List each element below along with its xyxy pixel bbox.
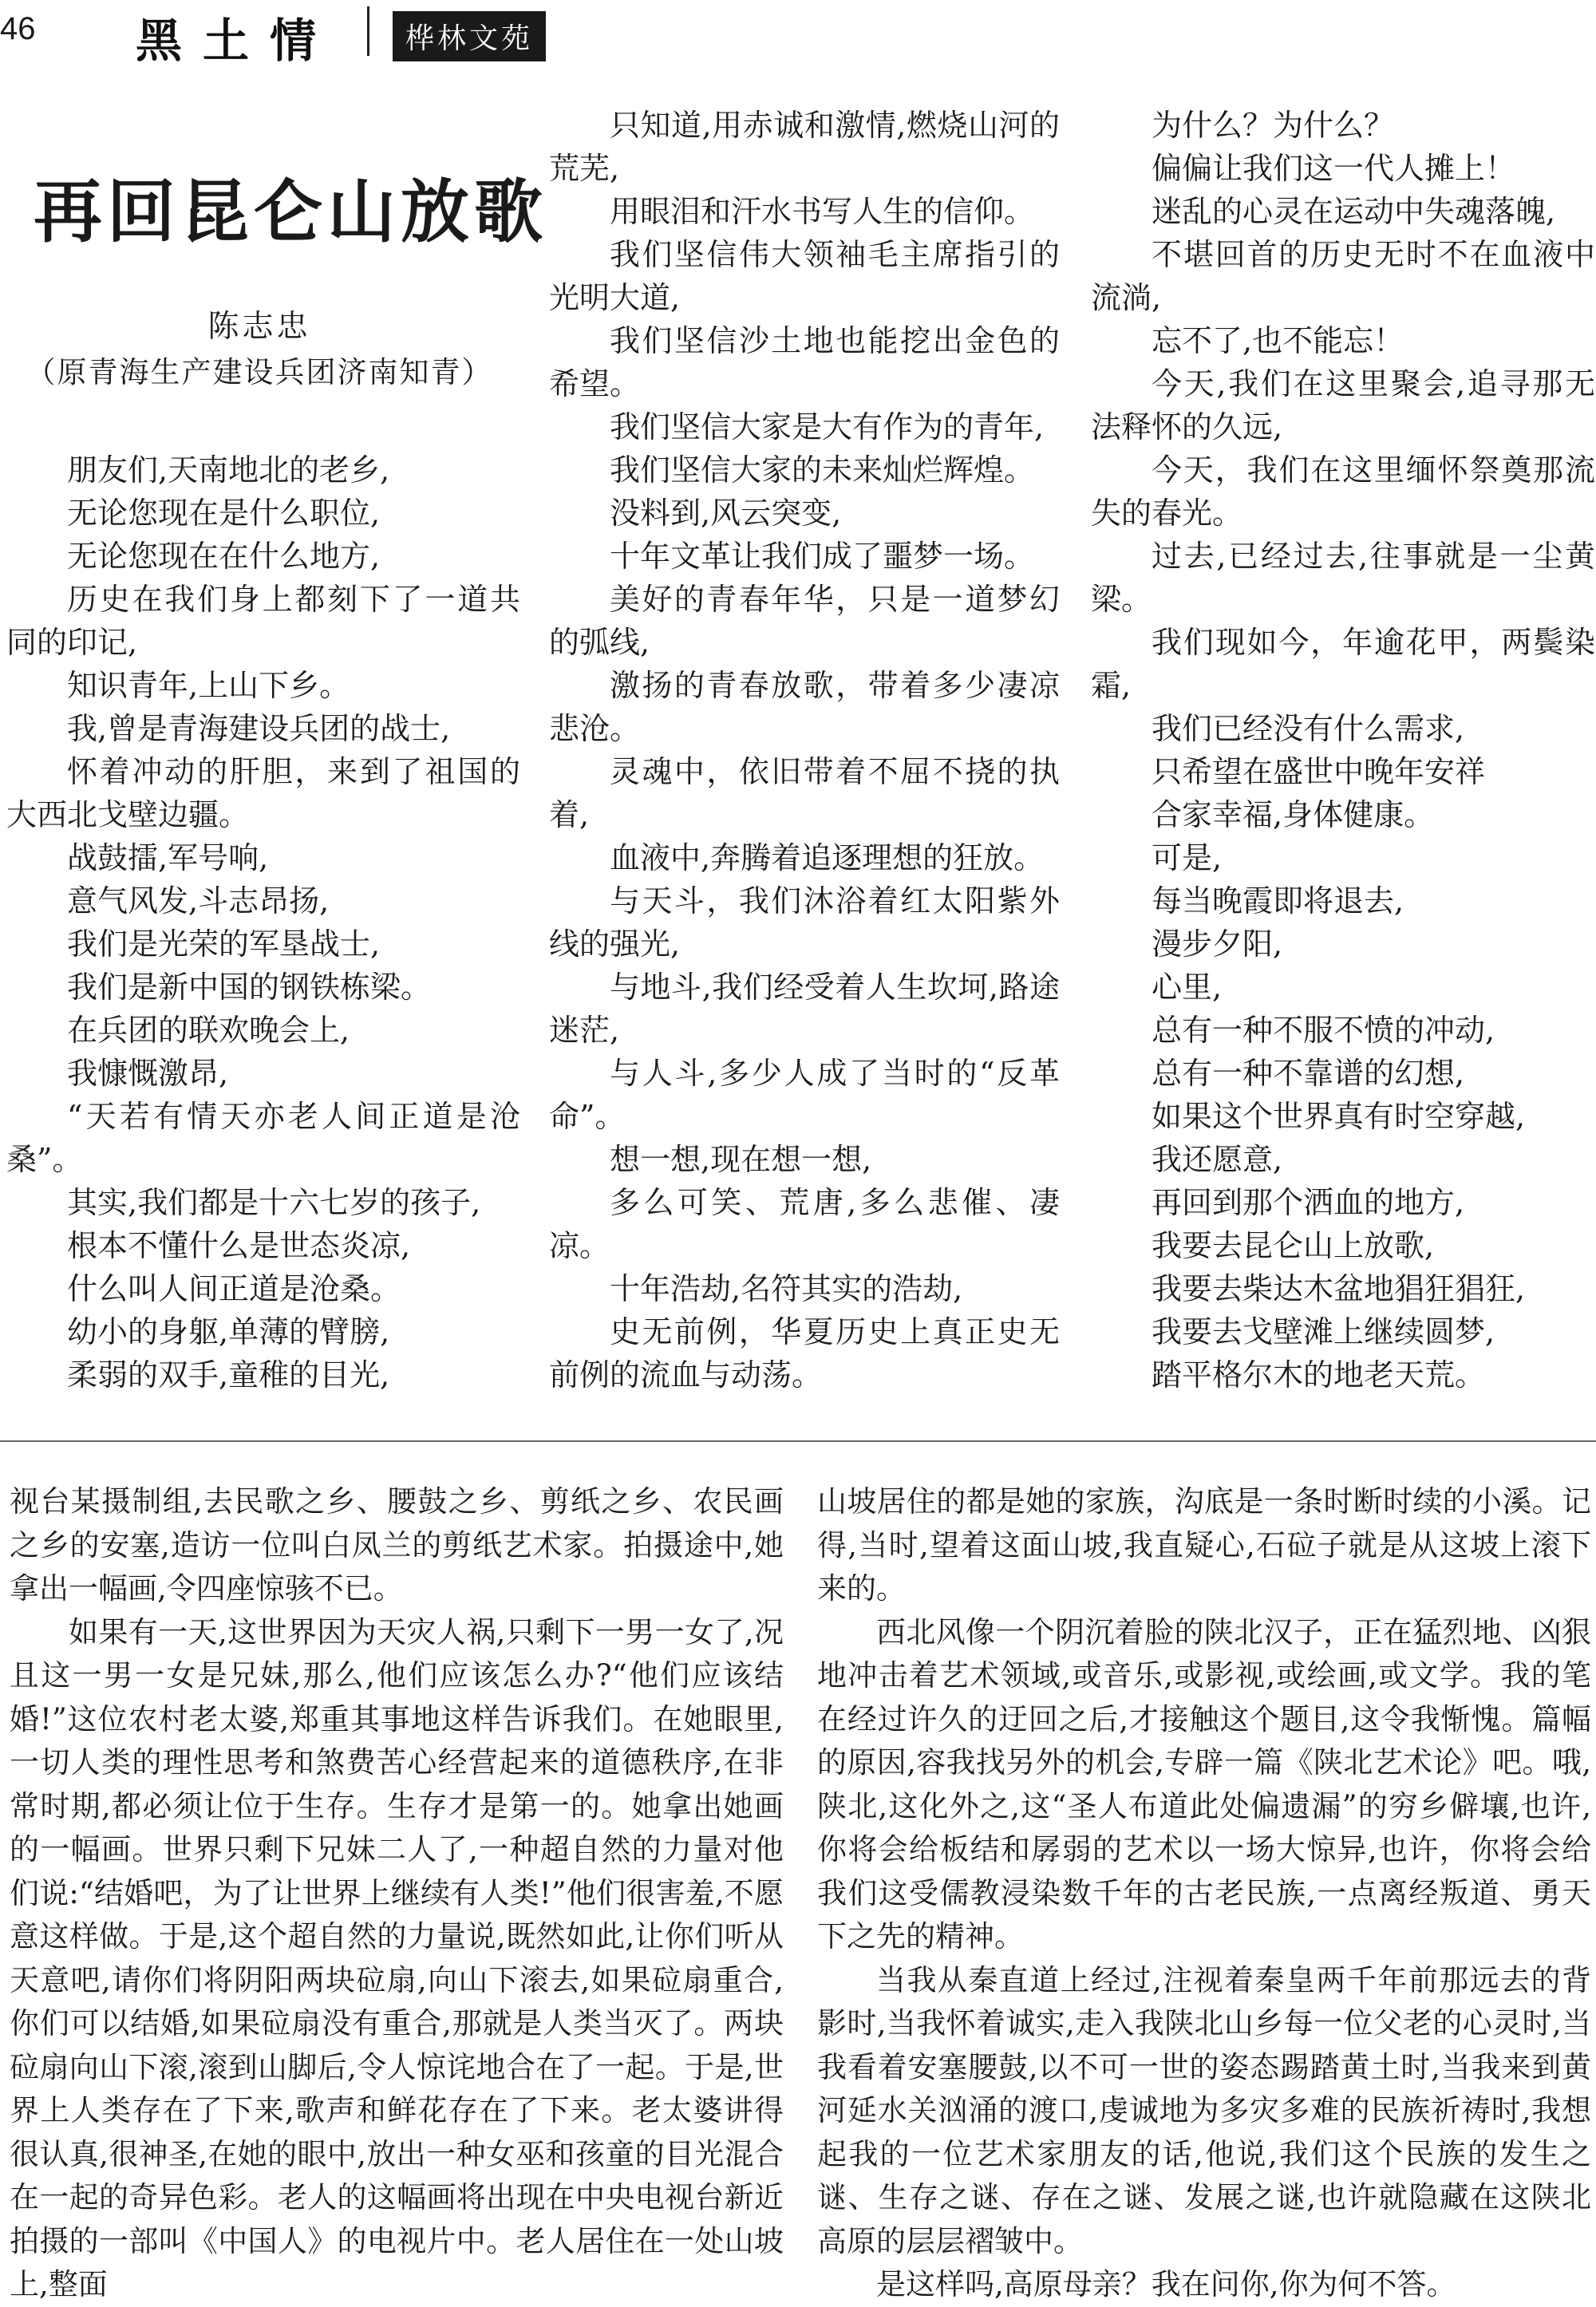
poem-line: 合家幸福,身体健康。 bbox=[1152, 797, 1435, 832]
poem-line: 想一想,现在想一想, bbox=[610, 1142, 872, 1177]
poem-line: 没料到,风云突变, bbox=[610, 496, 842, 531]
page-number: 46 bbox=[0, 11, 36, 46]
poem-line: 我们坚信大家的未来灿烂辉煌。 bbox=[610, 452, 1035, 488]
prose-paragraph: 如果有一天,这世界因为天灾人祸,只剩下一男一女了,况且这一男一女是兄妹,那么,他们应该怎么办?“他们应该结婚!”这位农村老太婆,郑重其事地这样告诉我们。在她眼里,一切人类的理性思考和煞费苦心经营起来的道德秩序,在非常时期,都必须让位于生存。生存才是第一的。她拿出她画的一幅画。世界只剩下兄妹二人了,一种超自然的力量对他们说:“结婚吧，为了让世界上继续有人类!”他们很害羞,不愿意这样做。于是,这个超自然的力量说,既然如此,让你们听从天意吧,请你们将阴阳两块砬扇,向山下滚去,如果砬扇重合,你们可以结婚,如果砬扇没有重合,那就是人类当灭了。两块砬扇向山下滚,滚到山脚后,令人惊诧地合在了一起。于是,世界上人类存在了下来,歌声和鲜花存在了下来。老太婆讲得很认真,很神圣,在她的眼中,放出一种女巫和孩童的目光混合在一起的奇异色彩。老人的这幅画将出现在中央电视台新近拍摄的一部叫《中国人》的电视片中。老人居住在一处山坡上,整面 bbox=[10, 1614, 784, 2301]
prose-paragraph: 山坡居住的都是她的家族，沟底是一条时断时续的小溪。记得,当时,望着这面山坡,我直疑心,石砬子就是从这坡上滚下来的。 bbox=[817, 1484, 1591, 1606]
poem-line: 再回到那个洒血的地方, bbox=[1152, 1185, 1465, 1220]
publication-logo: 黑土情 bbox=[136, 14, 338, 68]
poem-line: 只希望在盛世中晚年安祥 bbox=[1152, 754, 1486, 789]
poem-line: 我要去戈壁滩上继续圆梦, bbox=[1152, 1314, 1495, 1349]
poem-line: 漫步夕阳, bbox=[1152, 926, 1283, 962]
poem-line: 总有一种不靠谱的幻想, bbox=[1152, 1056, 1465, 1091]
poem-line: 知识青年,上山下乡。 bbox=[67, 668, 350, 703]
poem-line: 与人斗,多少人成了当时的“反革命”。 bbox=[549, 1056, 1060, 1134]
poem-line: 我要去昆仑山上放歌, bbox=[1152, 1228, 1435, 1263]
poem-line: 心里, bbox=[1152, 970, 1223, 1005]
poem-line: 我慷慨激昂, bbox=[67, 1056, 229, 1091]
poem-line: 迷乱的心灵在运动中失魂落魄, bbox=[1152, 194, 1556, 229]
poem-author: 陈志忠 bbox=[207, 309, 311, 345]
prose-paragraph: 西北风像一个阴沉着脸的陕北汉子，正在猛烈地、凶狠地冲击着艺术领域,或音乐,或影视,或绘画,或文学。我的笔在经过许久的迂回之后,才接触这个题目,这令我惭愧。篇幅的原因,容我找另外的机会,专辟一篇《陕北艺术论》吧。哦,陕北,这化外之,这“圣人布道此处偏遗漏”的穷乡僻壤,也许,你将会给板结和孱弱的艺术以一场大惊异,也许，你将会给我们这受儒教浸染数千年的古老民族,一点离经叛道、勇天下之先的精神。 bbox=[817, 1614, 1591, 1953]
poem-line: 每当晚霞即将退去, bbox=[1152, 883, 1404, 918]
poem-line: 无论您现在在什么地方, bbox=[67, 539, 381, 574]
poem-line: 十年浩劫,名符其实的浩劫, bbox=[610, 1271, 963, 1306]
poem-line: 可是, bbox=[1152, 840, 1223, 875]
poem-line: 我们是光荣的军垦战士, bbox=[67, 926, 381, 962]
poem-line: 忘不了,也不能忘！ bbox=[1152, 323, 1404, 358]
poem-line: 幼小的身躯,单薄的臂膀, bbox=[67, 1314, 390, 1349]
poem-line: 在兵团的联欢晚会上, bbox=[67, 1013, 350, 1048]
poem-line: 踏平格尔木的地老天荒。 bbox=[1152, 1357, 1486, 1392]
poem-line: 用眼泪和汗水书写人生的信仰。 bbox=[610, 194, 1035, 229]
poem-line: 今天，我们在这里缅怀祭奠那流失的春光。 bbox=[1091, 452, 1595, 531]
prose-paragraph: 当我从秦直道上经过,注视着秦皇两千年前那远去的背影时,当我怀着诚实,走入我陕北山乡每一位父老的心灵时,当我看着安塞腰鼓,以不可一世的姿态踢踏黄土时,当我来到黄河延水关汹涌的渡口,虔诚地为多灾多难的民族祈祷时,我想起我的一位艺术家朋友的话,他说,我们这个民族的发生之谜、生存之谜、存在之谜、发展之谜,也许就隐藏在这陕北高原的层层褶皱中。 bbox=[817, 1962, 1591, 2258]
prose-paragraph: 视台某摄制组,去民歌之乡、腰鼓之乡、剪纸之乡、农民画之乡的安塞,造访一位叫白凤兰的剪纸艺术家。拍摄途中,她拿出一幅画,令四座惊骇不已。 bbox=[10, 1484, 784, 1606]
poem-affiliation: （原青海生产建设兵团济南知青） bbox=[26, 355, 493, 389]
poem-line: 根本不懂什么是世态炎凉, bbox=[67, 1228, 411, 1263]
poem-line: 我们现如今，年逾花甲，两鬓染霜, bbox=[1091, 625, 1595, 703]
poem-line: 柔弱的双手,童稚的目光, bbox=[67, 1357, 390, 1392]
prose-column-right bbox=[817, 1480, 1591, 2307]
poem-line: 血液中,奔腾着追逐理想的狂放。 bbox=[610, 840, 1045, 875]
poem-line: 我们坚信伟大领袖毛主席指引的光明大道, bbox=[549, 237, 1060, 315]
poem-line: 无论您现在是什么职位, bbox=[67, 496, 381, 531]
poem-line: 意气风发,斗志昂扬, bbox=[67, 883, 330, 918]
poem-line: 我们是新中国的钢铁栋梁。 bbox=[67, 970, 432, 1005]
poem-line: 我,曾是青海建设兵团的战士, bbox=[67, 711, 451, 746]
poem-line: 其实,我们都是十六七岁的孩子, bbox=[67, 1185, 481, 1220]
poem-line: 偏偏让我们这一代人摊上！ bbox=[1152, 151, 1516, 186]
poem-line: 我还愿意, bbox=[1152, 1142, 1283, 1177]
prose-column-left bbox=[10, 1480, 784, 2307]
poem-line: 战鼓擂,军号响, bbox=[67, 840, 269, 875]
poem-line: 如果这个世界真有时空穿越, bbox=[1152, 1099, 1526, 1134]
header-divider bbox=[367, 6, 369, 56]
poem-line: 史无前例，华夏历史上真正史无前例的流血与动荡。 bbox=[549, 1314, 1060, 1392]
poem-line: 十年文革让我们成了噩梦一场。 bbox=[610, 539, 1035, 574]
poem-line: 为什么？为什么？ bbox=[1152, 108, 1395, 143]
poem-line: 过去,已经过去,往事就是一尘黄梁。 bbox=[1091, 539, 1595, 617]
poem-line: 我们坚信大家是大有作为的青年, bbox=[610, 409, 1045, 444]
poem-column-1 bbox=[6, 448, 520, 1396]
poem-line: 怀着冲动的肝胆，来到了祖国的大西北戈壁边疆。 bbox=[6, 754, 520, 832]
poem-line: 灵魂中，依旧带着不屈不挠的执着, bbox=[549, 754, 1060, 832]
poem-line: 只知道,用赤诚和激情,燃烧山河的荒芜, bbox=[549, 108, 1060, 186]
poem-line: 我要去柴达木盆地猖狂猖狂, bbox=[1152, 1271, 1526, 1306]
poem-line: 历史在我们身上都刻下了一道共同的印记, bbox=[6, 582, 520, 660]
poem-line: 激扬的青春放歌，带着多少凄凉悲沧。 bbox=[549, 668, 1060, 746]
poem-column-3 bbox=[1091, 104, 1595, 1396]
poem-line: 与地斗,我们经受着人生坎坷,路途迷茫, bbox=[549, 970, 1060, 1048]
poem-line: 不堪回首的历史无时不在血液中流淌, bbox=[1091, 237, 1595, 315]
prose-paragraph: 是这样吗,高原母亲？我在问你,你为何不答。 bbox=[876, 2267, 1456, 2301]
poem-line: “天若有情天亦老人间正道是沧桑”。 bbox=[6, 1099, 520, 1177]
poem-title: 再回昆仑山放歌 bbox=[34, 172, 547, 252]
poem-line: 今天,我们在这里聚会,追寻那无法释怀的久远, bbox=[1091, 366, 1595, 444]
poem-line: 美好的青春年华，只是一道梦幻的弧线, bbox=[549, 582, 1060, 660]
poem-line: 与天斗，我们沐浴着红太阳紫外线的强光, bbox=[549, 883, 1060, 962]
section-divider bbox=[0, 1440, 1596, 1442]
poem-line: 什么叫人间正道是沧桑。 bbox=[67, 1271, 401, 1306]
poem-line: 朋友们,天南地北的老乡, bbox=[67, 452, 390, 488]
poem-line: 多么可笑、荒唐,多么悲催、凄凉。 bbox=[549, 1185, 1060, 1263]
poem-line: 我们已经没有什么需求, bbox=[1152, 711, 1465, 746]
section-badge: 桦林文苑 bbox=[393, 11, 546, 61]
poem-column-2 bbox=[549, 104, 1060, 1396]
poem-line: 我们坚信沙土地也能挖出金色的希望。 bbox=[549, 323, 1060, 401]
poem-line: 总有一种不服不愤的冲动, bbox=[1152, 1013, 1495, 1048]
